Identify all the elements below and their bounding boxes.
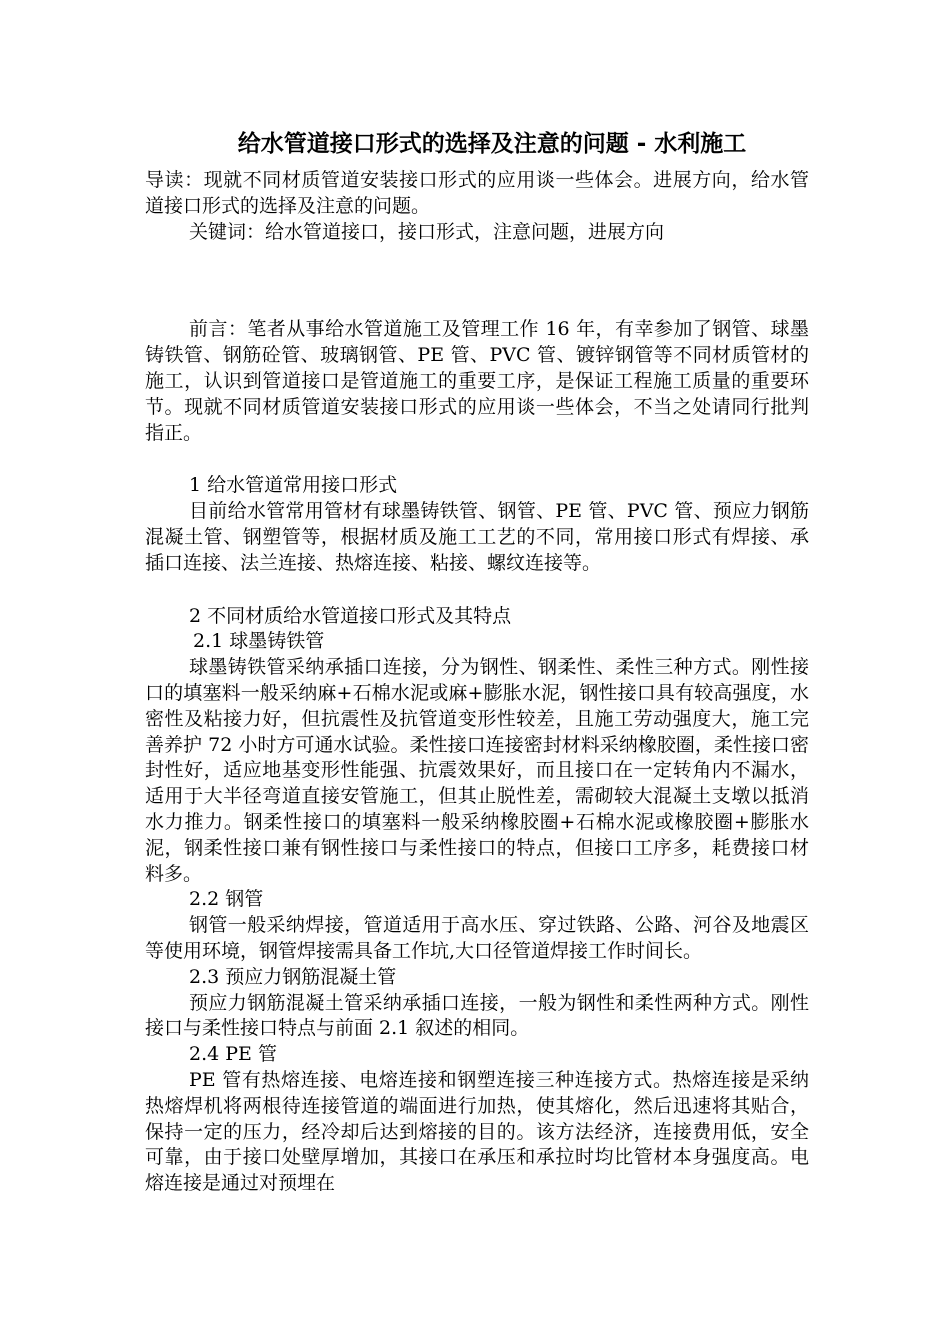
spacer xyxy=(145,446,809,473)
preface-paragraph: 前言：笔者从事给水管道施工及管理工作 16 年，有幸参加了钢管、球墨铸铁管、钢筋砼管、玻璃钢管、PE 管、PVC 管、镀锌钢管等不同材质管材的施工，认识到管道接口是管道施工的重要工序，是保证工程施工质量的重要环节。现就不同材质管道安装接口形式的应用谈一些体会，不当之处请同行批判指正。 xyxy=(145,318,809,444)
spacer xyxy=(145,577,809,604)
section-2-1-body: 球墨铸铁管采纳承插口连接，分为钢性、钢柔性、柔性三种方式。刚性接口的填塞料一般采纳麻+石棉水泥或麻+膨胀水泥，钢性接口具有较高强度，水密性及粘接力好，但抗震性及抗管道变形性较差，且施工劳动强度大，施工完善养护 72 小时方可通水试验。柔性接口连接密封材料采纳橡胶圈，柔性接口密封性好，适应地基变形性能强、抗震效果好，而且接口在一定转角内不漏水，适用于大半径弯道直接安管施工，但其止脱性差，需砌较大混凝土支墩以抵消水力推力。钢柔性接口的填塞料一般采纳橡胶圈+石棉水泥或橡胶圈+膨胀水泥，钢柔性接口兼有钢性接口与柔性接口的特点，但接口工序多，耗费接口材料多。 xyxy=(145,656,809,885)
section-1-body: 目前给水管常用管材有球墨铸铁管、钢管、PE 管、PVC 管、预应力钢筋混凝土管、钢塑管等，根据材质及施工工艺的不同，常用接口形式有焊接、承插口连接、法兰连接、热熔连接、粘接、螺纹连接等。 xyxy=(145,500,809,574)
document-title: 给水管道接口形式的选择及注意的问题 - 水利施工 xyxy=(237,131,747,157)
lead-paragraph: 导读：现就不同材质管道安装接口形式的应用谈一些体会。进展方向，给水管道接口形式的选择及注意的问题。 xyxy=(145,169,809,217)
section-2-3-heading: 2.3 预应力钢筋混凝土管 xyxy=(189,965,397,988)
section-2-3-body: 预应力钢筋混凝土管采纳承插口连接，一般为钢性和柔性两种方式。刚性接口与柔性接口特点与前面 2.1 叙述的相同。 xyxy=(145,991,809,1040)
section-2-1-heading: 2.1 球墨铸铁管 xyxy=(193,630,325,653)
keywords-paragraph: 关键词：给水管道接口，接口形式，注意问题，进展方向 xyxy=(189,220,665,243)
section-1-heading: 1 给水管道常用接口形式 xyxy=(189,474,398,497)
section-2-4-body: PE 管有热熔连接、电熔连接和钢塑连接三种连接方式。热熔连接是采纳热熔焊机将两根待连接管道的端面进行加热，使其熔化，然后迅速将其贴合，保持一定的压力，经冷却后达到熔接的目的。该方法经济，连接费用低，安全可靠，由于接口处壁厚增加，其接口在承压和承拉时均比管材本身强度高。电熔连接是通过对预埋在 xyxy=(145,1068,809,1195)
section-2-4-heading: 2.4 PE 管 xyxy=(189,1043,277,1066)
section-2-2-body: 钢管一般采纳焊接，管道适用于高水压、穿过铁路、公路、河谷及地震区等使用环境，钢管焊接需具备工作坑,大口径管道焊接工作时间长。 xyxy=(145,914,809,962)
section-2-2-heading: 2.2 钢管 xyxy=(189,888,264,911)
section-2-heading: 2 不同材质给水管道接口形式及其特点 xyxy=(189,604,512,627)
spacer xyxy=(145,245,809,317)
document-page xyxy=(145,128,809,1197)
